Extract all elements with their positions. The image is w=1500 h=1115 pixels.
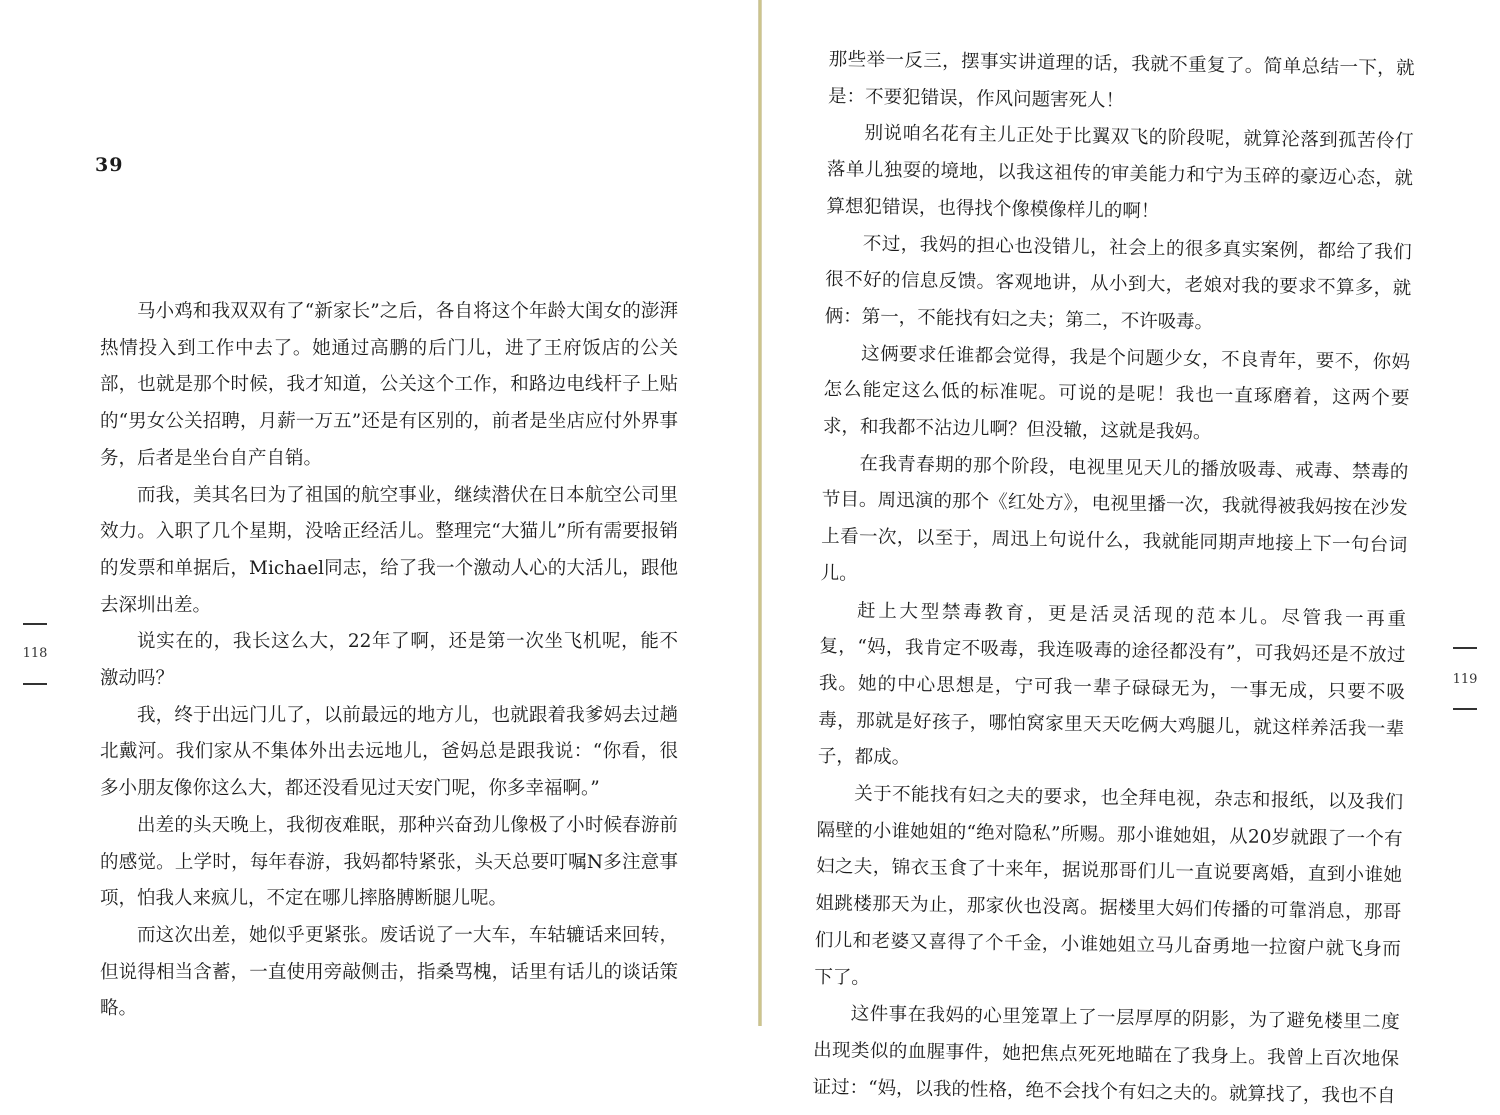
paragraph: 马小鸡和我双双有了“新家长”之后，各自将这个年龄大闺女的澎湃热情投入到工作中去了。她通过高鹏的后门儿，进了王府饭店的公关部，也就是那个时候，我才知道，公关这个工作，和路边电线杆子上贴的“男女公关招聘，月薪一万五”还是有区别的，前者是坐店应付外界事务，后者是坐台自产自销。: [100, 301, 678, 469]
right-page: [762, 0, 1500, 1107]
left-page: [0, 0, 758, 1026]
continued-paragraph: 那些举一反三，摆事实讲道理的话，我就不重复了。简单总结一下，就是：不要犯错误，作风问题害死人！: [827, 48, 1415, 112]
folio-rule-top: [1453, 647, 1477, 649]
paragraph: 不过，我妈的担心也没错儿，社会上的很多真实案例，都给了我们很不好的信息反馈。客观地讲，从小到大，老娘对我的要求不算多，就俩：第一，不能找有妇之夫；第二，不许吸毒。: [824, 233, 1412, 333]
page-number-right: 119: [1452, 672, 1478, 687]
chapter-number: 39: [95, 154, 124, 176]
left-page-body: [100, 294, 678, 1028]
right-page-body: [812, 42, 1415, 1115]
folio-rule-top: [23, 623, 47, 625]
paragraph: 赶上大型禁毒教育，更是活灵活现的范本儿。尽管我一再重复，“妈，我肯定不吸毒，我连吸毒的途径都没有”，可我妈还是不放过我。她的中心思想是，宁可我一辈子碌碌无为，一事无成，只要不吸毒，那就是好孩子，哪怕窝家里天天吃俩大鸡腿儿，就这样养活我一辈子，都成。: [817, 600, 1407, 769]
paragraph: 在我青春期的那个阶段，电视里见天儿的播放吸毒、戒毒、禁毒的节目。周迅演的那个《红处方》，电视里播一次，我就得被我妈按在沙发上看一次，以至于，周迅上句说什么，我就能同期声地接上下一句台词儿。: [820, 453, 1409, 585]
paragraph: 这俩要求任谁都会觉得，我是个问题少女，不良青年，要不，你妈怎么能定这么低的标准呢。可说的是呢！我也一直琢磨着，这两个要求，和我都不沾边儿啊？但没辙，这就是我妈。: [822, 343, 1411, 444]
folio-rule-bottom: [1453, 708, 1477, 710]
paragraph: 这件事在我妈的心里笼罩上了一层厚厚的阴影，为了避免楼里二度出现类似的血腥事件，她把焦点死死地瞄在了我身上。我曾上百次地保证过：“妈，以我的性格，绝不会找个有妇之夫的。就算找了，我也不自: [812, 1003, 1400, 1107]
paragraph: 而这次出差，她似乎更紧张。废话说了一大车，车轱辘话来回转，但说得相当含蓄，一直使用旁敲侧击，指桑骂槐，话里有话儿的谈话策略。: [100, 924, 678, 1020]
paragraph: 关于不能找有妇之夫的要求，也全拜电视，杂志和报纸，以及我们隔壁的小谁她姐的“绝对隐私”所赐。那小谁她姐，从20岁就跟了一个有妇之夫，锦衣玉食了十来年，据说那哥们儿一直说要离婚，直到小谁她姐跳楼那天为止，那家伙也没离。据楼里大妈们传播的可靠消息，那哥们儿和老婆又喜得了个千金，小谁她姐立马儿奋勇地一拉窗户就飞身而下了。: [814, 783, 1404, 989]
paragraph: 说实在的，我长这么大，22年了啊，还是第一次坐飞机呢，能不激动吗？: [100, 631, 678, 690]
paragraph: 而我，美其名曰为了祖国的航空事业，继续潜伏在日本航空公司里效力。入职了几个星期，没啥正经活儿。整理完“大猫儿”所有需要报销的发票和单据后，Michael同志，给了我一个激动人心的大活儿，跟他去深圳出差。: [100, 484, 678, 616]
paragraph: 我，终于出远门儿了，以前最远的地方儿，也就跟着我爹妈去过趟北戴河。我们家从不集体外出去远地儿，爸妈总是跟我说：“你看，很多小朋友像你这么大，都还没看见过天安门呢，你多幸福啊。”: [100, 704, 678, 800]
page-number-left: 118: [22, 646, 48, 661]
paragraph: 出差的头天晚上，我彻夜难眠，那种兴奋劲儿像极了小时候春游前的感觉。上学时，每年春游，我妈都特紧张，头天总要叮嘱N多注意事项，怕我人来疯儿，不定在哪儿摔胳膊断腿儿呢。: [100, 814, 678, 910]
paragraph: 别说咱名花有主儿正处于比翼双飞的阶段呢，就算沦落到孤苦伶仃落单儿独耍的境地，以我这祖传的审美能力和宁为玉碎的豪迈心态，就算想犯错误，也得找个像模像样儿的啊！: [826, 122, 1414, 223]
folio-rule-bottom: [23, 683, 47, 685]
